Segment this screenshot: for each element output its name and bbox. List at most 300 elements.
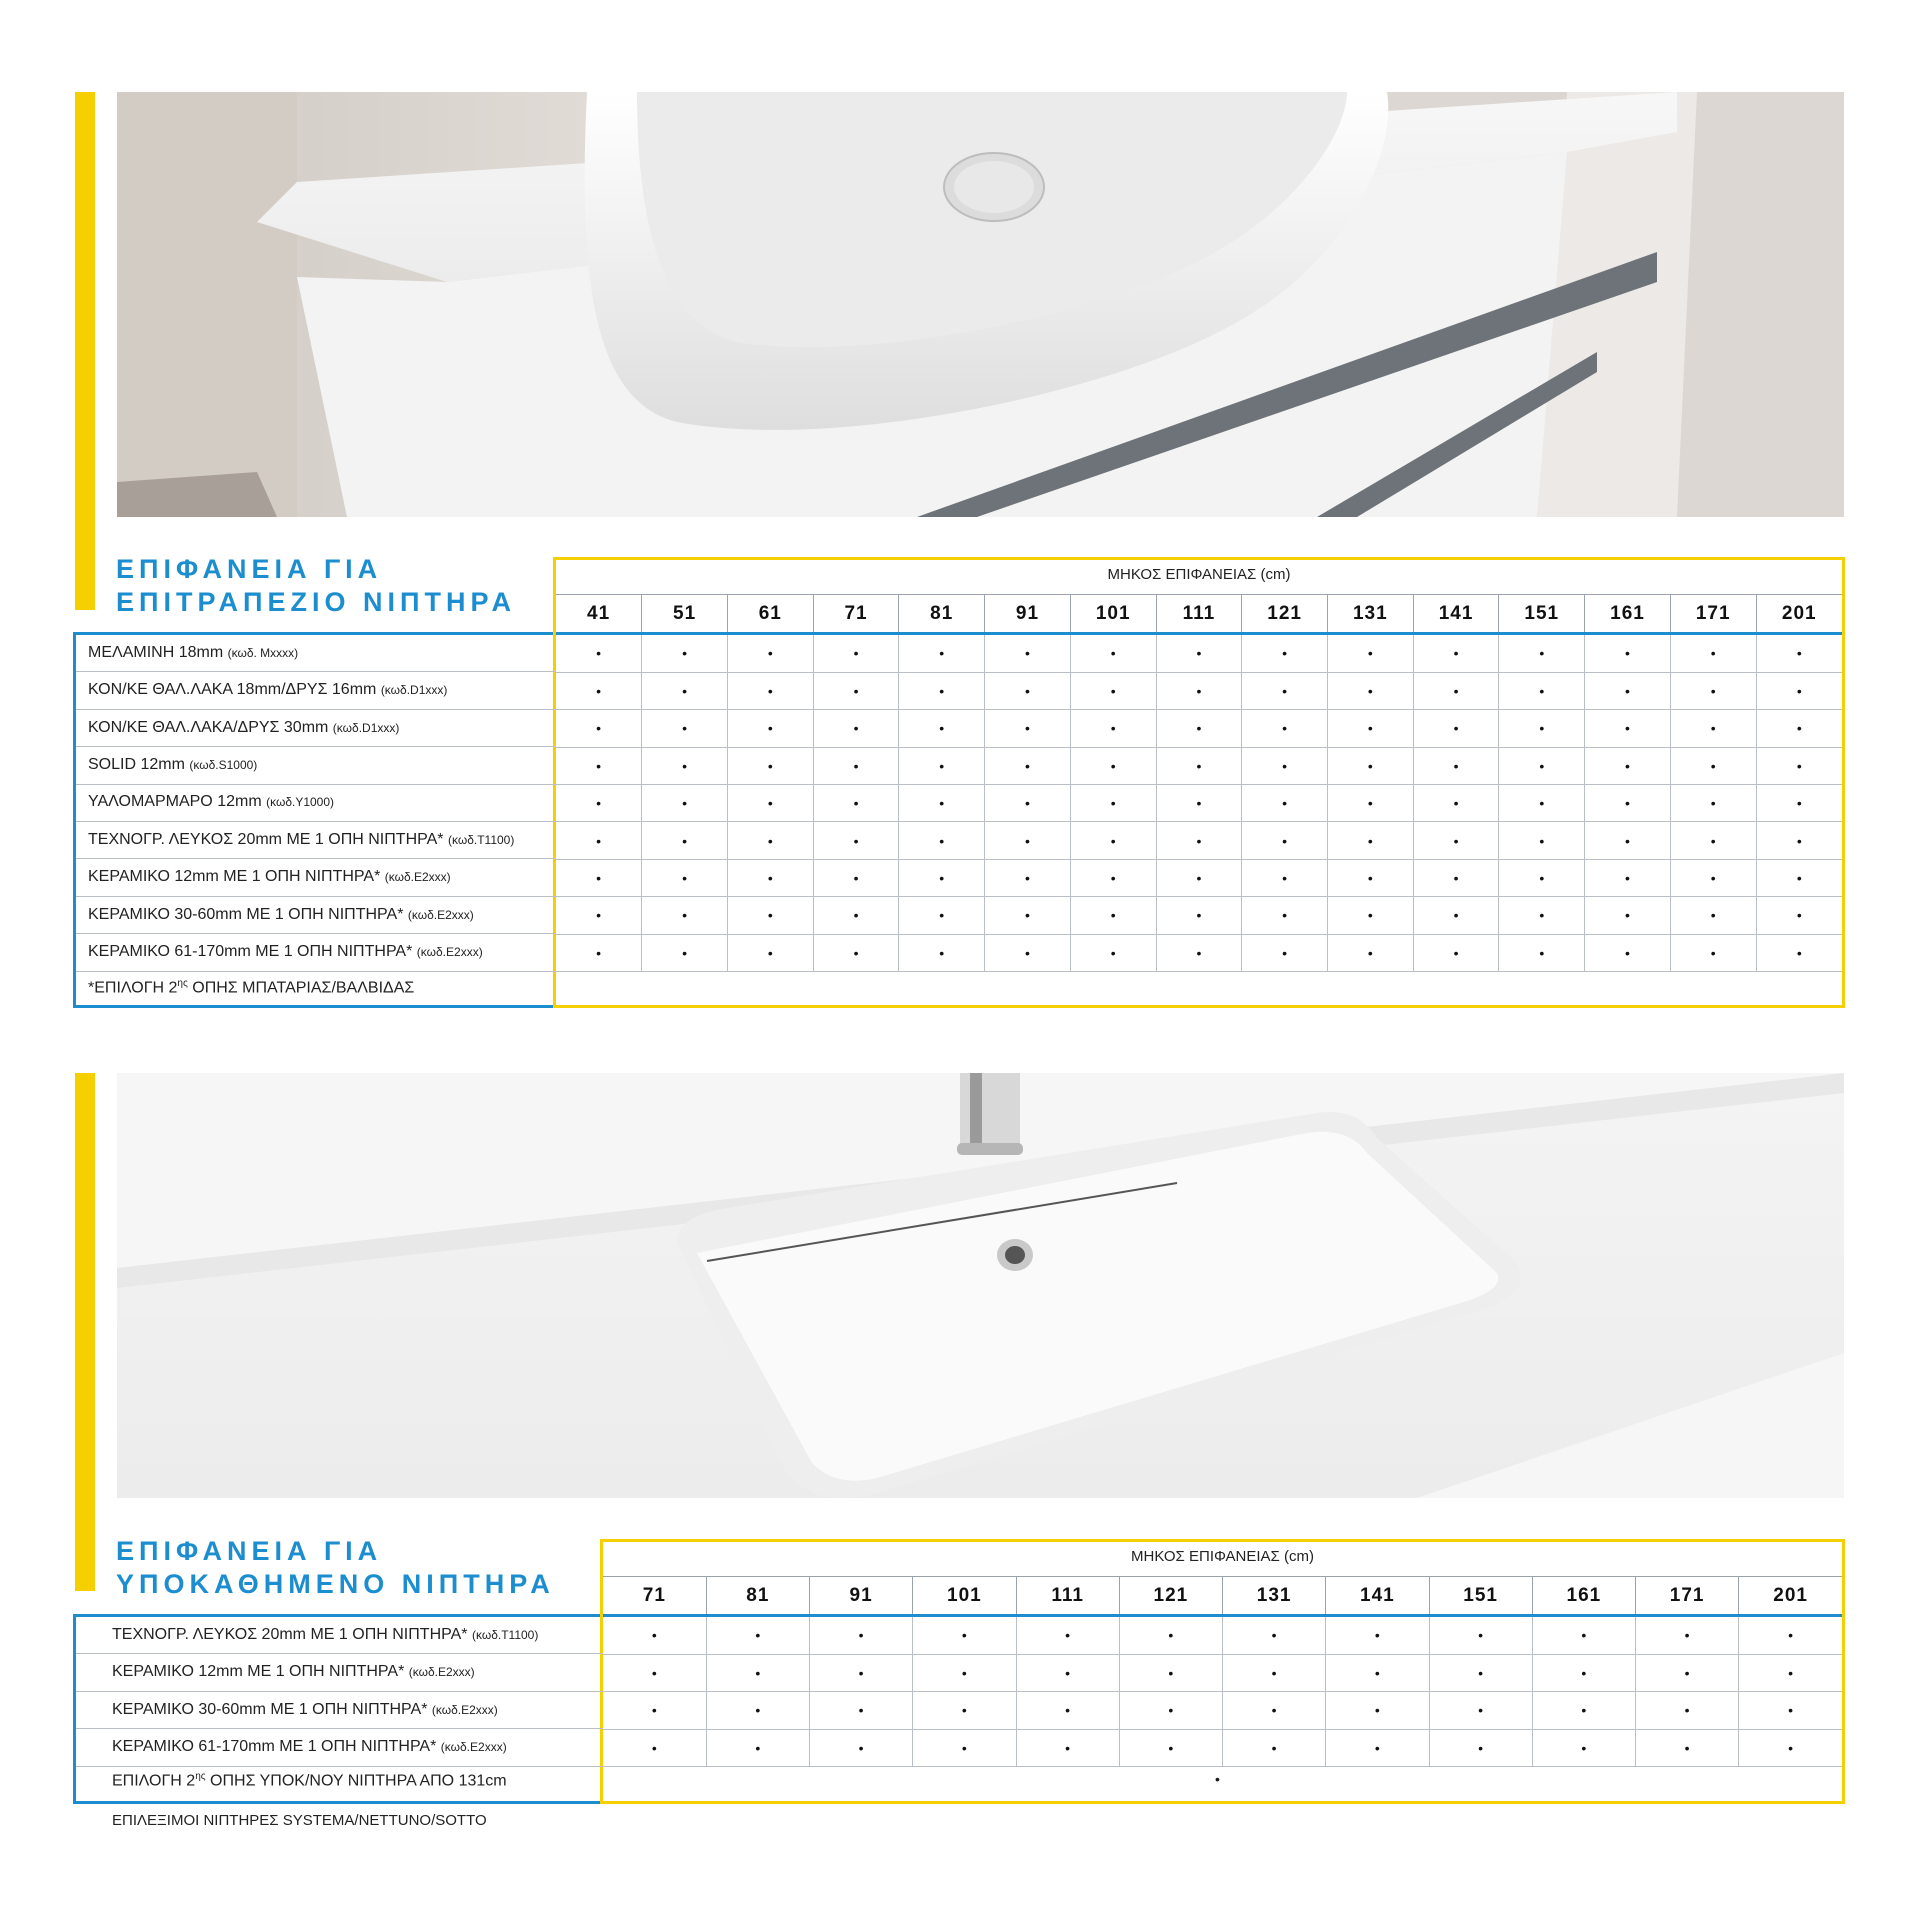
availability-dot: •	[642, 635, 728, 672]
availability-dot: •	[1585, 934, 1671, 971]
availability-dot: •	[1327, 747, 1413, 784]
length-column-header: 171	[1670, 595, 1756, 632]
availability-dot: •	[985, 859, 1071, 896]
availability-dot: •	[1156, 897, 1242, 934]
availability-dot: •	[810, 1692, 913, 1729]
availability-dot: •	[810, 1729, 913, 1766]
length-column-header: 161	[1532, 1577, 1635, 1614]
availability-dot: •	[1756, 785, 1842, 822]
table-row	[556, 747, 1842, 784]
availability-dot: •	[556, 934, 642, 971]
availability-dot: •	[813, 822, 899, 859]
availability-dot: •	[1119, 1617, 1222, 1654]
section2-title	[116, 1535, 555, 1601]
availability-dot: •	[899, 934, 985, 971]
table-row	[556, 897, 1842, 934]
availability-dot: •	[1739, 1692, 1842, 1729]
availability-dot: •	[1413, 672, 1499, 709]
section1-accent-bar	[75, 92, 95, 610]
availability-dot: •	[1016, 1654, 1119, 1691]
availability-dot: •	[556, 635, 642, 672]
availability-dot: •	[1756, 635, 1842, 672]
availability-dot: •	[1156, 710, 1242, 747]
availability-dot: •	[899, 635, 985, 672]
section1-availability-grid	[556, 635, 1842, 972]
table-row	[556, 710, 1842, 747]
length-column-header: 121	[1119, 1577, 1222, 1614]
availability-dot: •	[899, 822, 985, 859]
row-divider	[76, 1691, 603, 1692]
availability-dot: •	[1413, 710, 1499, 747]
availability-dot: •	[1327, 822, 1413, 859]
length-column-header: 171	[1636, 1577, 1739, 1614]
row-divider	[76, 784, 556, 785]
row-label-text: ΥΑΛΟΜΑΡΜΑΡΟ 12mm	[88, 793, 262, 811]
availability-dot: •	[1119, 1729, 1222, 1766]
section1-note-suffix: ΟΠΗΣ ΜΠΑΤΑΡΙΑΣ/ΒΑΛΒΙΔΑΣ	[187, 979, 415, 997]
row-label-text: ΚΕΡΑΜΙΚΟ 61-170mm ΜΕ 1 ΟΠΗ ΝΙΠΤΗΡΑ*	[88, 942, 413, 960]
availability-dot: •	[913, 1654, 1016, 1691]
availability-dot: •	[1636, 1692, 1739, 1729]
availability-dot: •	[899, 859, 985, 896]
availability-dot: •	[1636, 1617, 1739, 1654]
table-row	[556, 859, 1842, 896]
availability-dot: •	[727, 710, 813, 747]
availability-dot: •	[603, 1729, 706, 1766]
row-label-code: (κωδ.E2xxx)	[431, 1702, 498, 1717]
row-label	[88, 756, 257, 774]
section1-title	[116, 553, 516, 619]
availability-dot: •	[899, 897, 985, 934]
availability-dot: •	[1070, 822, 1156, 859]
availability-dot: •	[985, 672, 1071, 709]
section2-note-suffix: ΟΠΗΣ ΥΠΟΚ/ΝΟΥ ΝΙΠΤΗΡΑ ΑΠΟ 131cm	[205, 1772, 507, 1790]
availability-dot: •	[556, 672, 642, 709]
availability-dot: •	[810, 1617, 913, 1654]
availability-dot: •	[1327, 897, 1413, 934]
availability-dot: •	[1532, 1692, 1635, 1729]
availability-dot: •	[1242, 897, 1328, 934]
row-label	[88, 644, 298, 662]
availability-dot: •	[1242, 822, 1328, 859]
row-divider	[76, 1766, 603, 1767]
availability-dot: •	[556, 785, 642, 822]
availability-dot: •	[1585, 710, 1671, 747]
availability-dot: •	[1242, 672, 1328, 709]
section2-note-prefix: ΕΠΙΛΟΓΗ 2	[112, 1772, 196, 1790]
availability-dot: •	[1413, 635, 1499, 672]
availability-dot: •	[642, 859, 728, 896]
availability-dot: •	[899, 785, 985, 822]
availability-dot: •	[1499, 635, 1585, 672]
availability-dot: •	[706, 1692, 809, 1729]
availability-dot: •	[1326, 1617, 1429, 1654]
availability-dot: •	[1070, 710, 1156, 747]
availability-dot: •	[642, 897, 728, 934]
row-label	[112, 1663, 475, 1681]
availability-dot: •	[1756, 747, 1842, 784]
availability-dot: •	[1532, 1654, 1635, 1691]
availability-dot: •	[642, 747, 728, 784]
availability-dot: •	[985, 822, 1071, 859]
table-row	[603, 1654, 1842, 1691]
row-divider	[76, 1728, 603, 1729]
availability-dot: •	[1756, 859, 1842, 896]
availability-dot: •	[1413, 934, 1499, 971]
availability-dot: •	[1242, 934, 1328, 971]
availability-dot: •	[1499, 822, 1585, 859]
availability-dot: •	[1429, 1617, 1532, 1654]
availability-dot: •	[1670, 672, 1756, 709]
availability-dot: •	[1156, 635, 1242, 672]
availability-dot: •	[813, 785, 899, 822]
row-label-text: ΚΟΝ/ΚΕ ΘΑΛ.ΛΑΚΑ/ΔΡΥΣ 30mm	[88, 718, 329, 736]
availability-dot: •	[1585, 672, 1671, 709]
section2-note	[112, 1771, 507, 1790]
section2-note-sup: ης	[195, 1771, 206, 1782]
section2-availability-grid	[603, 1617, 1842, 1767]
row-label-text: ΚΕΡΑΜΙΚΟ 30-60mm ΜΕ 1 ΟΠΗ ΝΙΠΤΗΡΑ*	[112, 1700, 428, 1718]
row-label-text: ΤΕΧΝΟΓΡ. ΛΕΥΚΟΣ 20mm ΜΕ 1 ΟΠΗ ΝΙΠΤΗΡΑ*	[88, 830, 444, 848]
table-row	[556, 672, 1842, 709]
section1-note-sup: ης	[177, 978, 188, 989]
availability-dot: •	[1499, 859, 1585, 896]
availability-dot: •	[1016, 1729, 1119, 1766]
availability-dot: •	[1326, 1654, 1429, 1691]
section2-column-headers	[603, 1577, 1842, 1614]
availability-dot: •	[1156, 859, 1242, 896]
availability-dot: •	[813, 710, 899, 747]
availability-dot: •	[1756, 672, 1842, 709]
length-column-header: 101	[1070, 595, 1156, 632]
availability-dot: •	[1739, 1729, 1842, 1766]
length-column-header: 71	[603, 1577, 706, 1614]
availability-dot: •	[727, 897, 813, 934]
availability-dot: •	[1636, 1654, 1739, 1691]
availability-dot: •	[813, 934, 899, 971]
table-row	[603, 1729, 1842, 1766]
availability-dot: •	[899, 747, 985, 784]
availability-dot: •	[1327, 710, 1413, 747]
availability-dot: •	[1413, 822, 1499, 859]
section2-length-header: ΜΗΚΟΣ ΕΠΙΦΑΝΕΙΑΣ (cm)	[1131, 1548, 1314, 1565]
availability-dot: •	[1585, 897, 1671, 934]
length-column-header: 91	[810, 1577, 913, 1614]
availability-dot: •	[706, 1617, 809, 1654]
availability-dot: •	[1327, 934, 1413, 971]
row-label-text: ΚΕΡΑΜΙΚΟ 12mm ΜΕ 1 ΟΠΗ ΝΙΠΤΗΡΑ*	[112, 1663, 405, 1681]
row-label-code: (κωδ.Y1000)	[266, 795, 335, 810]
availability-dot: •	[1016, 1692, 1119, 1729]
availability-dot: •	[985, 934, 1071, 971]
availability-dot: •	[1242, 785, 1328, 822]
row-label	[112, 1626, 538, 1644]
availability-dot: •	[642, 672, 728, 709]
availability-dot: •	[1670, 785, 1756, 822]
availability-dot: •	[603, 1654, 706, 1691]
availability-dot: •	[1739, 1617, 1842, 1654]
availability-dot: •	[642, 710, 728, 747]
availability-dot: •	[1119, 1654, 1222, 1691]
availability-dot: •	[1499, 897, 1585, 934]
undermount-sink-illustration	[117, 1073, 1844, 1498]
table-row	[556, 635, 1842, 672]
availability-dot: •	[1242, 710, 1328, 747]
availability-dot: •	[1585, 785, 1671, 822]
row-divider	[76, 1653, 603, 1654]
availability-dot: •	[1670, 897, 1756, 934]
availability-dot: •	[1070, 747, 1156, 784]
row-divider	[76, 746, 556, 747]
availability-dot: •	[913, 1729, 1016, 1766]
availability-dot: •	[1585, 747, 1671, 784]
availability-dot: •	[727, 934, 813, 971]
row-label-text: ΚΕΡΑΜΙΚΟ 61-170mm ΜΕ 1 ΟΠΗ ΝΙΠΤΗΡΑ*	[112, 1737, 437, 1755]
row-label-text: ΤΕΧΝΟΓΡ. ΛΕΥΚΟΣ 20mm ΜΕ 1 ΟΠΗ ΝΙΠΤΗΡΑ*	[112, 1625, 468, 1643]
availability-dot: •	[1532, 1617, 1635, 1654]
availability-dot: •	[1585, 859, 1671, 896]
table-row	[556, 785, 1842, 822]
section1-title-line2: ΕΠΙΤΡΑΠΕΖΙΟ ΝΙΠΤΗΡΑ	[116, 587, 517, 617]
length-column-header: 111	[1156, 595, 1242, 632]
section2-extra-dot: •	[1215, 1771, 1220, 1787]
availability-dot: •	[1223, 1692, 1326, 1729]
availability-dot: •	[1636, 1729, 1739, 1766]
availability-dot: •	[727, 747, 813, 784]
availability-dot: •	[1499, 672, 1585, 709]
availability-dot: •	[913, 1617, 1016, 1654]
row-label	[88, 793, 334, 811]
availability-dot: •	[1327, 635, 1413, 672]
availability-dot: •	[899, 672, 985, 709]
row-label	[88, 719, 399, 737]
length-column-header: 61	[727, 595, 813, 632]
availability-dot: •	[1413, 859, 1499, 896]
length-column-header: 81	[899, 595, 985, 632]
row-label-code: (κωδ.E2xxx)	[407, 907, 474, 922]
length-column-header: 151	[1499, 595, 1585, 632]
availability-dot: •	[1156, 785, 1242, 822]
availability-dot: •	[556, 859, 642, 896]
row-divider	[76, 933, 556, 934]
availability-dot: •	[899, 710, 985, 747]
availability-dot: •	[727, 785, 813, 822]
row-label-code: (κωδ.T1100)	[471, 1627, 539, 1642]
section1-length-header: ΜΗΚΟΣ ΕΠΙΦΑΝΕΙΑΣ (cm)	[1107, 566, 1291, 583]
availability-dot: •	[1499, 934, 1585, 971]
section2-footnote: ΕΠΙΛΕΞΙΜΟΙ ΝΙΠΤΗΡΕΣ SYSTEMA/NETTUNO/SOTTO	[112, 1812, 487, 1829]
availability-dot: •	[1070, 672, 1156, 709]
availability-dot: •	[1670, 710, 1756, 747]
row-divider	[76, 709, 556, 710]
section2-title-line1: ΕΠΙΦΑΝΕΙΑ ΓΙΑ	[116, 1536, 383, 1566]
availability-dot: •	[1327, 785, 1413, 822]
length-column-header: 81	[706, 1577, 809, 1614]
availability-dot: •	[1156, 822, 1242, 859]
availability-dot: •	[727, 859, 813, 896]
length-column-header: 71	[813, 595, 899, 632]
availability-dot: •	[1242, 635, 1328, 672]
availability-dot: •	[1413, 897, 1499, 934]
availability-dot: •	[1326, 1729, 1429, 1766]
availability-dot: •	[1070, 934, 1156, 971]
row-label-code: (κωδ. Mxxxx)	[227, 645, 299, 660]
availability-dot: •	[810, 1654, 913, 1691]
availability-dot: •	[1156, 934, 1242, 971]
availability-dot: •	[985, 897, 1071, 934]
availability-dot: •	[1499, 785, 1585, 822]
availability-dot: •	[1327, 859, 1413, 896]
row-label	[88, 681, 447, 699]
availability-dot: •	[1585, 822, 1671, 859]
availability-dot: •	[813, 897, 899, 934]
availability-dot: •	[1327, 672, 1413, 709]
availability-dot: •	[1670, 822, 1756, 859]
length-column-header: 41	[556, 595, 642, 632]
row-label	[88, 906, 474, 924]
section2-accent-bar	[75, 1073, 95, 1591]
availability-dot: •	[1242, 859, 1328, 896]
availability-dot: •	[1739, 1654, 1842, 1691]
row-label-text: ΚΟΝ/ΚΕ ΘΑΛ.ΛΑΚΑ 18mm/ΔΡΥΣ 16mm	[88, 681, 377, 699]
availability-dot: •	[985, 710, 1071, 747]
section1-column-headers	[556, 595, 1842, 632]
row-label-code: (κωδ.E2xxx)	[416, 944, 483, 959]
availability-dot: •	[1429, 1654, 1532, 1691]
availability-dot: •	[556, 747, 642, 784]
availability-dot: •	[1429, 1692, 1532, 1729]
availability-dot: •	[1156, 747, 1242, 784]
availability-dot: •	[985, 785, 1071, 822]
availability-dot: •	[985, 635, 1071, 672]
length-column-header: 141	[1326, 1577, 1429, 1614]
availability-dot: •	[556, 897, 642, 934]
row-label-text: ΚΕΡΑΜΙΚΟ 30-60mm ΜΕ 1 ΟΠΗ ΝΙΠΤΗΡΑ*	[88, 905, 404, 923]
availability-dot: •	[1016, 1617, 1119, 1654]
availability-dot: •	[813, 672, 899, 709]
availability-dot: •	[1756, 822, 1842, 859]
availability-dot: •	[813, 747, 899, 784]
availability-dot: •	[1223, 1654, 1326, 1691]
availability-dot: •	[1119, 1692, 1222, 1729]
availability-dot: •	[642, 822, 728, 859]
availability-dot: •	[1670, 635, 1756, 672]
availability-dot: •	[985, 747, 1071, 784]
availability-dot: •	[706, 1729, 809, 1766]
row-label	[88, 943, 483, 961]
row-divider	[76, 971, 556, 972]
length-column-header: 131	[1327, 595, 1413, 632]
availability-dot: •	[727, 672, 813, 709]
availability-dot: •	[1670, 934, 1756, 971]
availability-dot: •	[1413, 747, 1499, 784]
section1-title-line1: ΕΠΙΦΑΝΕΙΑ ΓΙΑ	[116, 554, 383, 584]
length-column-header: 201	[1773, 1584, 1808, 1606]
availability-dot: •	[727, 822, 813, 859]
row-divider	[76, 858, 556, 859]
availability-dot: •	[556, 710, 642, 747]
undermount-sink-photo	[117, 1073, 1844, 1498]
length-column-header: 161	[1585, 595, 1671, 632]
row-divider	[76, 671, 556, 672]
length-column-header: 91	[985, 595, 1071, 632]
availability-dot: •	[1756, 897, 1842, 934]
availability-dot: •	[913, 1692, 1016, 1729]
row-label-text: SOLID 12mm	[88, 755, 185, 773]
length-column-header: 121	[1242, 595, 1328, 632]
availability-dot: •	[1429, 1729, 1532, 1766]
availability-dot: •	[1242, 747, 1328, 784]
vessel-sink-photo	[117, 92, 1844, 517]
length-column-header: 111	[1016, 1577, 1119, 1614]
table-row	[556, 822, 1842, 859]
row-label	[88, 831, 514, 849]
availability-dot: •	[556, 822, 642, 859]
length-column-header: 51	[642, 595, 728, 632]
row-label	[112, 1701, 498, 1719]
section2-title-line2: ΥΠΟΚΑΘΗΜΕΝΟ ΝΙΠΤΗΡΑ	[116, 1569, 555, 1599]
availability-dot: •	[706, 1654, 809, 1691]
row-label-text: ΚΕΡΑΜΙΚΟ 12mm ΜΕ 1 ΟΠΗ ΝΙΠΤΗΡΑ*	[88, 868, 381, 886]
availability-dot: •	[727, 635, 813, 672]
section1-note-prefix: *ΕΠΙΛΟΓΗ 2	[88, 979, 178, 997]
availability-dot: •	[813, 635, 899, 672]
availability-dot: •	[1756, 934, 1842, 971]
availability-dot: •	[1532, 1729, 1635, 1766]
table-row	[556, 934, 1842, 971]
availability-dot: •	[1070, 785, 1156, 822]
availability-dot: •	[1670, 859, 1756, 896]
row-label-text: ΜΕΛΑΜΙΝΗ 18mm	[88, 643, 224, 661]
availability-dot: •	[1156, 672, 1242, 709]
availability-dot: •	[603, 1692, 706, 1729]
availability-dot: •	[1326, 1692, 1429, 1729]
length-column-header: 141	[1413, 595, 1499, 632]
availability-dot: •	[1223, 1617, 1326, 1654]
availability-dot: •	[1070, 635, 1156, 672]
availability-dot: •	[1070, 897, 1156, 934]
availability-dot: •	[1070, 859, 1156, 896]
row-label-code: (κωδ.D1xxx)	[332, 720, 400, 735]
row-label	[88, 868, 451, 886]
row-label-code: (κωδ.S1000)	[189, 757, 258, 772]
table-row	[603, 1692, 1842, 1729]
availability-dot: •	[1499, 747, 1585, 784]
availability-dot: •	[642, 785, 728, 822]
table-row	[603, 1617, 1842, 1654]
availability-dot: •	[1413, 785, 1499, 822]
row-label-code: (κωδ.E2xxx)	[408, 1665, 475, 1680]
length-column-header: 131	[1223, 1577, 1326, 1614]
length-column-header: 151	[1429, 1577, 1532, 1614]
length-column-header: 201	[1781, 602, 1817, 624]
availability-dot: •	[1670, 747, 1756, 784]
availability-dot: •	[1585, 635, 1671, 672]
row-label	[112, 1738, 507, 1756]
row-divider	[76, 896, 556, 897]
section1-note	[88, 978, 414, 997]
row-label-code: (κωδ.T1100)	[447, 832, 515, 847]
row-label-code: (κωδ.D1xxx)	[380, 683, 448, 698]
vessel-sink-illustration	[117, 92, 1844, 517]
availability-dot: •	[1499, 710, 1585, 747]
row-label-code: (κωδ.E2xxx)	[384, 870, 451, 885]
availability-dot: •	[642, 934, 728, 971]
length-column-header: 101	[913, 1577, 1016, 1614]
availability-dot: •	[813, 859, 899, 896]
availability-dot: •	[1756, 710, 1842, 747]
availability-dot: •	[603, 1617, 706, 1654]
